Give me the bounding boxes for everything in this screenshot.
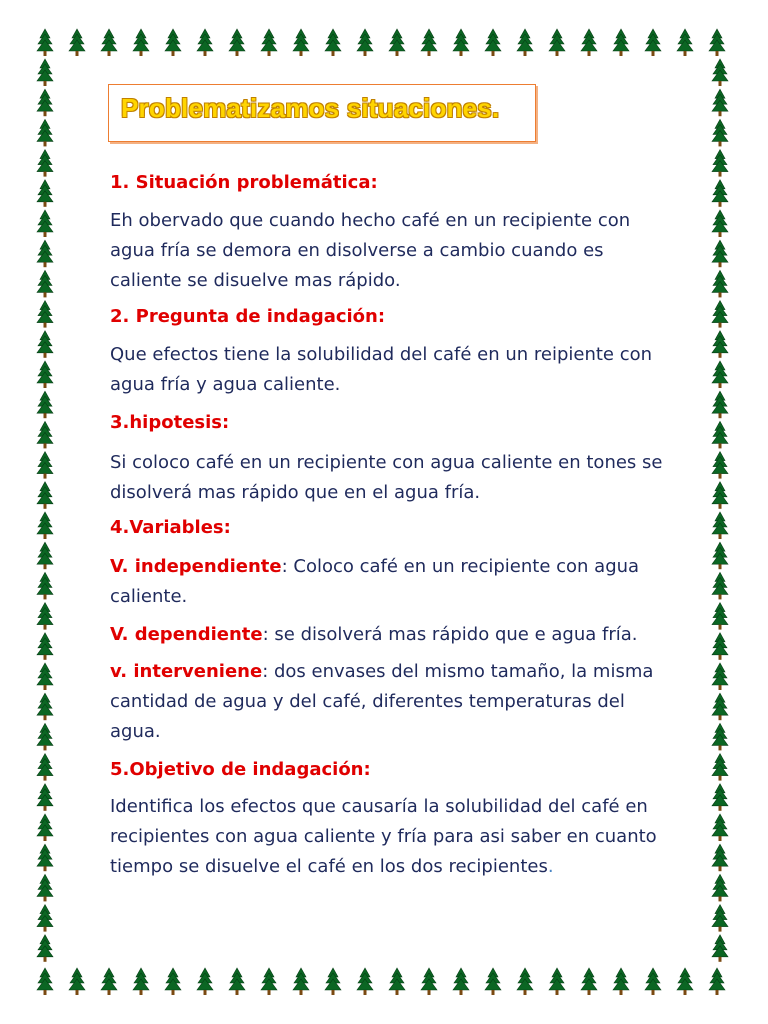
- pine-tree-icon: [485, 29, 501, 56]
- pine-tree-icon: [712, 421, 728, 448]
- variable-independiente-text: : Coloco café en un recipiente con agua caliente.: [110, 556, 640, 607]
- pine-tree-icon: [581, 29, 597, 56]
- pine-tree-icon: [645, 29, 661, 56]
- pine-tree-icon: [389, 29, 405, 56]
- pine-tree-icon: [261, 29, 277, 56]
- pine-tree-icon: [37, 59, 53, 86]
- pine-tree-icon: [37, 723, 53, 750]
- pine-tree-icon: [712, 693, 728, 720]
- pine-tree-icon: [37, 968, 53, 995]
- pine-tree-icon: [165, 29, 181, 56]
- pine-tree-icon: [37, 421, 53, 448]
- pine-tree-icon: [712, 663, 728, 690]
- pine-tree-icon: [712, 119, 728, 146]
- pine-tree-icon: [645, 968, 661, 995]
- variable-independiente-label: V. independiente: [110, 556, 282, 577]
- pine-tree-icon: [421, 968, 437, 995]
- pine-tree-icon: [37, 361, 53, 388]
- pine-tree-icon: [37, 874, 53, 901]
- pine-tree-icon: [133, 29, 149, 56]
- pine-tree-icon: [37, 784, 53, 811]
- pine-tree-icon: [37, 814, 53, 841]
- pine-tree-icon: [517, 29, 533, 56]
- variable-interveniente-text: : dos envases del mismo tamaño, la misma cantidad de agua y del café, diferentes temperaturas del agua.: [110, 661, 654, 742]
- pine-tree-icon: [37, 663, 53, 690]
- pine-tree-icon: [197, 968, 213, 995]
- pine-tree-icon: [229, 968, 245, 995]
- pine-tree-icon: [549, 968, 565, 995]
- pine-tree-icon: [37, 542, 53, 569]
- pine-tree-icon: [485, 968, 501, 995]
- heading-variables: 4.Variables:: [110, 517, 231, 538]
- pine-tree-icon: [453, 29, 469, 56]
- title-box: [108, 84, 536, 142]
- pine-tree-icon: [712, 512, 728, 539]
- pine-tree-icon: [712, 452, 728, 479]
- pine-tree-icon: [37, 301, 53, 328]
- pine-tree-icon: [712, 603, 728, 630]
- variable-dependiente-text: : se disolverá mas rápido que e agua fría.: [262, 624, 638, 645]
- pine-tree-icon: [712, 150, 728, 177]
- pine-tree-icon: [37, 391, 53, 418]
- variable-independiente: [110, 552, 670, 612]
- pine-tree-icon: [37, 844, 53, 871]
- pine-tree-icon: [37, 754, 53, 781]
- pine-tree-icon: [453, 968, 469, 995]
- pine-tree-icon: [293, 29, 309, 56]
- pine-tree-icon: [712, 874, 728, 901]
- pine-tree-icon: [712, 361, 728, 388]
- variable-dependiente: [110, 620, 670, 650]
- variable-interveniente-label: v. interveniene: [110, 661, 263, 682]
- pine-tree-icon: [712, 572, 728, 599]
- pine-tree-icon: [37, 210, 53, 237]
- pine-tree-icon: [37, 512, 53, 539]
- heading-hipotesis: 3.hipotesis:: [110, 412, 230, 433]
- pine-tree-icon: [712, 391, 728, 418]
- pine-tree-icon: [712, 814, 728, 841]
- pine-tree-icon: [261, 968, 277, 995]
- pine-tree-icon: [37, 89, 53, 116]
- pine-tree-icon: [37, 633, 53, 660]
- pine-tree-icon: [293, 968, 309, 995]
- variable-interveniente: [110, 657, 670, 747]
- pine-tree-icon: [712, 301, 728, 328]
- pine-tree-icon: [165, 968, 181, 995]
- pine-tree-icon: [421, 29, 437, 56]
- pine-tree-icon: [37, 270, 53, 297]
- text-objetivo: [110, 792, 670, 882]
- pine-tree-icon: [37, 331, 53, 358]
- pine-tree-icon: [613, 29, 629, 56]
- pine-tree-icon: [712, 482, 728, 509]
- text-situacion: Eh obervado que cuando hecho café en un recipiente con agua fría se demora en disolverse a cambio cuando es caliente se disuelve mas rápido.: [110, 210, 631, 291]
- heading-pregunta: 2. Pregunta de indagación:: [110, 306, 386, 327]
- pine-tree-icon: [712, 240, 728, 267]
- pine-tree-icon: [69, 29, 85, 56]
- pine-tree-icon: [37, 240, 53, 267]
- pine-tree-icon: [712, 935, 728, 962]
- pine-tree-icon: [712, 723, 728, 750]
- pine-tree-icon: [37, 180, 53, 207]
- pine-tree-icon: [37, 603, 53, 630]
- pine-tree-icon: [325, 968, 341, 995]
- pine-tree-icon: [37, 452, 53, 479]
- variable-dependiente-label: V. dependiente: [110, 624, 263, 645]
- pine-tree-icon: [712, 180, 728, 207]
- pine-tree-icon: [712, 905, 728, 932]
- pine-tree-icon: [549, 29, 565, 56]
- pine-tree-icon: [37, 693, 53, 720]
- pine-tree-icon: [712, 270, 728, 297]
- pine-tree-icon: [677, 29, 693, 56]
- text-objetivo-body: Identifica los efectos que causaría la solubilidad del café en recipientes con agua caliente y fría para asi saber en cuanto tiempo se disuelve el café en los dos recipientes: [110, 796, 657, 877]
- pine-tree-icon: [229, 29, 245, 56]
- pine-tree-icon: [517, 968, 533, 995]
- pine-tree-icon: [712, 210, 728, 237]
- pine-tree-icon: [357, 29, 373, 56]
- pine-tree-icon: [677, 968, 693, 995]
- pine-tree-icon: [712, 784, 728, 811]
- pine-tree-icon: [581, 968, 597, 995]
- pine-tree-icon: [37, 119, 53, 146]
- pine-tree-icon: [712, 331, 728, 358]
- pine-tree-icon: [712, 89, 728, 116]
- heading-situacion: 1. Situación problemática:: [110, 172, 378, 193]
- heading-objetivo: 5.Objetivo de indagación:: [110, 759, 371, 780]
- pine-tree-icon: [37, 150, 53, 177]
- pine-tree-icon: [712, 59, 728, 86]
- pine-tree-icon: [37, 935, 53, 962]
- pine-tree-icon: [712, 754, 728, 781]
- pine-tree-icon: [69, 968, 85, 995]
- text-objetivo-end: .: [547, 856, 554, 877]
- pine-tree-icon: [101, 968, 117, 995]
- pine-tree-icon: [133, 968, 149, 995]
- pine-tree-icon: [712, 542, 728, 569]
- pine-tree-icon: [712, 633, 728, 660]
- pine-tree-icon: [709, 29, 725, 56]
- pine-tree-icon: [37, 29, 53, 56]
- pine-tree-icon: [101, 29, 117, 56]
- pine-tree-icon: [37, 905, 53, 932]
- pine-tree-icon: [325, 29, 341, 56]
- text-pregunta: Que efectos tiene la solubilidad del café en un reipiente con agua fría y agua caliente.: [110, 344, 653, 395]
- pine-tree-icon: [197, 29, 213, 56]
- pine-tree-icon: [37, 572, 53, 599]
- pine-tree-icon: [37, 482, 53, 509]
- text-hipotesis: Si coloco café en un recipiente con agua caliente en tones se disolverá mas rápido que en el agua fría.: [110, 452, 663, 503]
- pine-tree-icon: [357, 968, 373, 995]
- page-title: Problematizamos situaciones.: [121, 93, 500, 123]
- pine-tree-icon: [613, 968, 629, 995]
- pine-tree-icon: [389, 968, 405, 995]
- pine-tree-icon: [709, 968, 725, 995]
- pine-tree-icon: [712, 844, 728, 871]
